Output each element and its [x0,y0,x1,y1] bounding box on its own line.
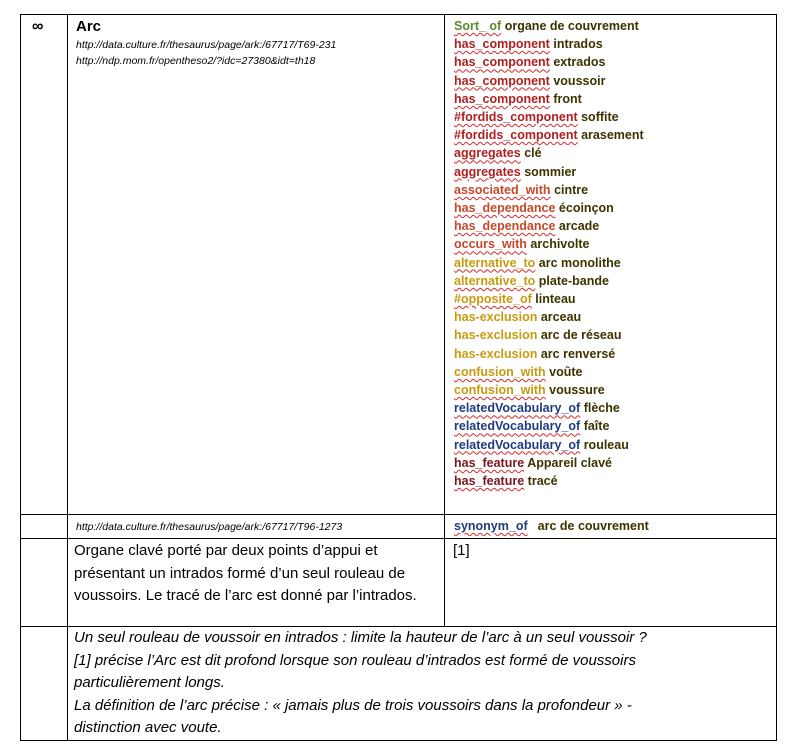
relation-target: voussure [549,383,605,398]
relation-type: has-exclusion [454,328,538,343]
relation-item [454,53,776,71]
infinity-icon: ∞ [32,18,44,35]
relation-type: has_component [454,73,550,88]
relation-target: clé [524,146,542,161]
relation-target: arc renversé [540,346,616,361]
relation-target: écoinçon [558,201,614,216]
relation-target: arc monolithe [538,255,621,270]
relation-type: alternative_to [454,273,536,288]
relation-item [454,399,776,417]
relation-target: cintre [554,182,589,197]
relations-cell [445,15,777,515]
relation-item [454,35,776,53]
relation-target: rouleau [583,437,629,452]
relation-target: archivolte [530,237,590,252]
note-line: La définition de l’arc précise : « jamais plus de trois voussoirs dans la profondeur » - [74,696,632,714]
relation-type: relatedVocabulary_of [454,437,581,452]
relation-target: soffite [581,110,619,125]
relation-target: arc de couvrement [537,519,649,534]
relation-type: #fordids_component [454,128,578,143]
relation-type: #opposite_of [454,292,532,307]
empty-cell [21,539,68,627]
relation-type: relatedVocabulary_of [454,401,581,416]
relation-item [454,72,776,90]
relation-target: tracé [527,474,558,489]
relation-target: extrados [553,55,606,70]
notes-cell [68,627,777,741]
relation-target: Appareil clavé [527,455,612,470]
relation-item [454,417,776,435]
relation-item [454,345,776,363]
term-row [21,15,777,515]
synonym-row [21,515,777,539]
relation-target: flèche [583,401,620,416]
source-link[interactable]: http://ndp.mom.fr/opentheso2/?idc=27380&idt=th18 [76,55,316,67]
relation-item [454,217,776,235]
relation-type: associated_with [454,182,551,197]
relation-target: arasement [581,128,644,143]
relation-type: confusion_with [454,383,546,398]
relation-target: arcade [558,219,600,234]
relation-target: linteau [535,292,576,307]
definition-cell [68,539,445,627]
relation-item [454,308,776,326]
relation-target: voûte [549,364,583,379]
relation-item [454,163,776,181]
synonym-source-cell [68,515,445,539]
reference-cell [445,539,777,627]
synonym-cell [445,515,777,539]
relation-target: voussoir [553,73,606,88]
note-line: distinction avec voute. [74,719,222,737]
synonym-relation [445,515,776,535]
relation-item [454,17,776,35]
relation-target: faîte [583,419,610,434]
relation-type: has_component [454,91,550,106]
notes-block [68,627,776,740]
relation-target: arc de réseau [540,328,622,343]
relation-item [454,126,776,144]
relation-item [454,436,776,454]
relation-target: plate-bande [538,273,609,288]
relation-type: has_feature [454,455,525,470]
relation-item [454,108,776,126]
relation-type: occurs_with [454,237,527,252]
reference-marker: [1] [453,542,470,560]
relation-type: has_feature [454,474,525,489]
source-link[interactable]: http://data.culture.fr/thesaurus/page/ark:/67717/T96-1273 [76,521,343,534]
relation-item [454,472,776,490]
relation-target: intrados [553,37,603,52]
relation-item [454,254,776,272]
relation-target: front [553,91,582,106]
relation-item [454,181,776,199]
note-line: Un seul rouleau de voussoir en intrados : limite la hauteur de l’arc à un seul voussoir ? [74,629,647,647]
relation-type: aggregates [454,164,521,179]
thesaurus-entry-table [20,14,777,741]
icon-cell [21,15,68,515]
term-title: Arc [76,18,102,35]
relation-item [454,363,776,381]
definition-text: Organe clavé porté par deux points d’appui et présentant un intrados formé d’un seul rouleau de voussoirs. Le tracé de l’arc est donné par l’intrados. [74,542,417,605]
relation-target: arceau [540,310,582,325]
relation-list [445,15,776,490]
definition-row [21,539,777,627]
relation-type: has_dependance [454,201,556,216]
relation-type: aggregates [454,146,521,161]
relation-type: Sort_ of [454,19,502,33]
empty-cell [21,515,68,539]
relation-type: relatedVocabulary_of [454,419,581,434]
relation-item [454,90,776,108]
relation-type: has_component [454,37,550,52]
relation-item [454,199,776,217]
relation-type: has_component [454,55,550,70]
source-link[interactable]: http://data.culture.fr/thesaurus/page/ark:/67717/T69-231 [76,39,337,51]
notes-row [21,627,777,741]
relation-type: has_dependance [454,219,556,234]
empty-cell [21,627,68,741]
relation-type: alternative_to [454,255,536,270]
note-line: particulièrement longs. [74,674,225,692]
relation-type: has-exclusion [454,310,538,325]
relation-item [454,144,776,162]
relation-item [454,235,776,253]
relation-type: synonym_of [454,519,528,534]
relation-item [454,454,776,472]
relation-target: sommier [524,164,577,179]
term-cell [68,15,445,515]
relation-item [454,381,776,399]
relation-type: #fordids_component [454,110,578,125]
relation-type: has-exclusion [454,346,538,361]
relation-item [454,290,776,308]
relation-type: confusion_with [454,364,546,379]
note-line: [1] précise l’Arc est dit profond lorsque son rouleau d’intrados est formé de voussoirs [74,651,636,669]
relation-item [454,272,776,290]
relation-item [454,326,776,344]
relation-target: organe de couvrement [504,19,639,33]
